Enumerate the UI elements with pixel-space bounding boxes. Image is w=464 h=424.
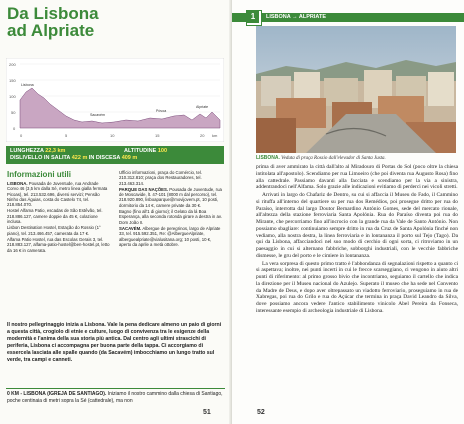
info-text: Albergue de peregrinos, largo de Alpriate 33, tel. 915.592.351, Re: @AlbergueAlpriate, alberguealpriate@vialusitana.org; 10 posti, 10 €, aperto da aprile a metà ottobre. xyxy=(119,225,221,247)
info-text: Hostel Alfama Patio, escadas de São Estêvão, tel. 218.886.127, camere doppie da 45 €, colazione inclusa. xyxy=(7,208,103,225)
stage-stats-bar xyxy=(6,146,224,164)
info-label: LISBONA. xyxy=(7,181,28,186)
y-tick: 0 xyxy=(13,126,16,131)
title-line-1: Da Lisbona xyxy=(7,4,99,23)
km-divider xyxy=(6,388,225,389)
stage-header-label: LISBONA → ALPRIATE xyxy=(266,14,326,20)
info-entry xyxy=(119,209,223,225)
info-entry xyxy=(119,170,223,186)
info-text: Bagno (fino all'1 di giorno); il Gelato da lá Boa Esperança, alla seconda rotonda girare a destra in av. Dom João II. xyxy=(119,209,222,225)
x-tick: 20 xyxy=(200,133,205,138)
info-entry xyxy=(7,237,111,253)
city-photo xyxy=(256,26,456,153)
info-label: PARQUE DAS NAÇÕES. xyxy=(119,186,169,192)
stage-number-badge: 1 xyxy=(247,11,259,23)
page-number-right: 52 xyxy=(257,409,265,416)
title-line-2: ad Alpriate xyxy=(7,21,95,40)
y-tick: 100 xyxy=(9,94,16,99)
info-column-1 xyxy=(7,181,111,254)
info-text: Ufficio informazioni, praça do Comércio, tel. 210.312.810; praça dos Restauradores, tel. 213.463.314. xyxy=(119,170,203,186)
info-text: Pousada de Juventude, rua Andrade Corvo 46 (3,5 km dalla Sé, metro linea gialla fermata Picoas), tel. 213.532.696, diversi servizi; Pensão Ninho das Águias, costa do Castelo 74, tel. 218.854.070. xyxy=(7,181,108,208)
info-entry xyxy=(119,187,223,208)
y-tick: 50 xyxy=(11,110,16,115)
km-entry xyxy=(7,391,225,404)
info-text: Lisbon Destination Hostel, Estação do Rossio (1° piano), tel. 213.466.457, camerata da 17 €. xyxy=(7,225,101,236)
x-unit: km xyxy=(212,133,218,138)
ascent-value: 422 m xyxy=(71,155,88,161)
info-entry xyxy=(7,208,111,224)
page-number-left: 51 xyxy=(203,409,211,416)
info-label: SACAVÉM. xyxy=(119,225,142,231)
km-body: Iniziamo il nostro cammino dalla chiesa di Santiago, poche centinaia di metri sopra la Sé (cattedrale), ma non xyxy=(7,391,223,404)
stage-intro: Il nostro pellegrinaggio inizia a Lisbona. Vale la pena dedicare almeno un paio di giorni a questa città, crogiolo di etnie e culture, luogo di convivenza tra le esigenze della modernità e l'anima della sua storia più antica. Dal centro agli ultimi strascichi di periferia, Lisbona ci accompagna per buona parte della tappa. Ci accorgiamo di essercela lasciata alle spalle quando (da Sacavém) imbocchiamo un lungo tratto sul verde, tra campi e canneti. xyxy=(7,322,222,363)
place-label: Alpriate xyxy=(196,105,209,109)
info-text: Pousada de Juventude, rua de Moscavide, lt. 47-101 (8000 m dal percorso), tel. 218.920.890, lisboaparque@movijovem.pt, 10 posti, dormitorio da 14 €, camere private da 30 €. xyxy=(119,186,222,208)
y-tick: 200 xyxy=(9,62,16,67)
stage-title xyxy=(7,5,157,39)
ascent-stat xyxy=(10,155,137,162)
x-tick: 0 xyxy=(20,133,23,138)
descent-label: IN DISCESA xyxy=(88,155,121,161)
body-text xyxy=(256,164,458,316)
elevation-profile xyxy=(6,58,224,142)
x-tick: 10 xyxy=(110,133,115,138)
paragraph: Arrivati in largo do Chafariz de Dentro, su cui si affaccia il Museu do Fado, il Cammino si rituffa all'interno del quartiere su per rua dos Remédios, poi prosegue dritto per rua do Paraíso, interrotta dal largo Doutor Bernardino António Gomes, sede del mercato rionale, all'altezza della stazione ferroviaria Santa Apolónia. Rua do Paraíso diventa poi rua do Mirante, che percorriamo fino all'incrocio con la grande rua da Vale de Santo António. Non possiamo sbagliare: continuiamo sempre dritto in rua da Cruz de Santa Apolónia finché non vediamo, alla nostra destra, la linea ferroviaria e in lontananza il porto sul Tejo (Tago). Da qui da Lisbona, affacciandoci nel suo modo di cerchio di ogni sorta, ci ritroviamo in un paesaggio in cui si alternano fabbriche, sobborghi industriali, con le vecchie fabbriche dismesse, le gru del porto e le cimiere in lontananza. xyxy=(256,192,458,259)
info-entry xyxy=(7,181,111,207)
ascent-label: DISLIVELLO IN SALITA xyxy=(10,155,71,161)
length-label: LUNGHEZZA xyxy=(10,148,44,154)
x-tick: 5 xyxy=(65,133,68,138)
info-text: Alfama Patio Hostel, rua das Escolas Gerais 3, tel. 218.883.127, alfama-patio-hostel@ben-hostel.pt, letto da 16 € in camerata. xyxy=(7,236,110,253)
altitude-value: 100 xyxy=(157,148,168,154)
photo-caption xyxy=(256,155,456,162)
caption-label: LISBONA. xyxy=(256,155,280,161)
info-entry xyxy=(119,226,223,247)
y-tick: 150 xyxy=(9,78,16,83)
right-page xyxy=(232,0,464,424)
place-label: Sacavém xyxy=(90,113,105,117)
paragraph: prima di aver ammirato la città dall'alto al Miradouro di Portas do Sol (poco oltre la chiesa intitolata all'apostolo). Scendiamo per rua Limoeiro (che poi diventa rua Augusto Rosa) fino alla cattedrale. Passiamo davanti alla facciata e scendiamo per la via a sinistra, addentrandoci nell'Alfama. Solo grazie alle indicazioni evitiamo di perderci nei vicoli stretti. xyxy=(256,164,458,191)
x-tick: 15 xyxy=(155,133,160,138)
caption-text: Veduta di praça Rossio dall'elevador di Santa Justa. xyxy=(279,156,386,161)
info-heading: Informazioni utili xyxy=(7,170,71,179)
place-label: Lisbona xyxy=(21,83,34,87)
length-value: 22,3 km xyxy=(45,148,66,154)
place-label: Póvoa xyxy=(156,109,167,113)
descent-value: 409 m xyxy=(121,155,138,161)
altitude-label: ALTITUDINE xyxy=(124,148,157,154)
km-label: 0 KM - LISBONA (IGREJA DE SANTIAGO). xyxy=(7,391,107,397)
info-entry xyxy=(7,225,111,236)
altitude-stat xyxy=(124,148,167,155)
length-stat xyxy=(10,148,65,155)
info-column-2 xyxy=(119,170,223,248)
paragraph: La vera sorpresa di questo primo tratto è l'abbondanza di segnalazioni rispetto a quanto ci si aspettava; inoltre, nei punti incerti in cui le frecce scarseggiano, ci vengono in aiuto altri punti di riferimento: al primo grosso bivio che incontriamo, seguiamo il cartello che indica la direzione per il Museu nacional do Azulejo. Superato il museo che ha sede nel Convento da Madre de Deus, e dopo aver oltrepassato un viadotto ferroviario, proseguiamo in rua de Xabregas, poi rua do Grilo e rua do Açúcar che termina in praça David Leandro da Silva, dove possiamo ancora vedere l'antico stabilimento vinicolo Abel Pereira da Fonseca, interessante esempio di archeologia industriale di Lisbona. xyxy=(256,260,458,314)
